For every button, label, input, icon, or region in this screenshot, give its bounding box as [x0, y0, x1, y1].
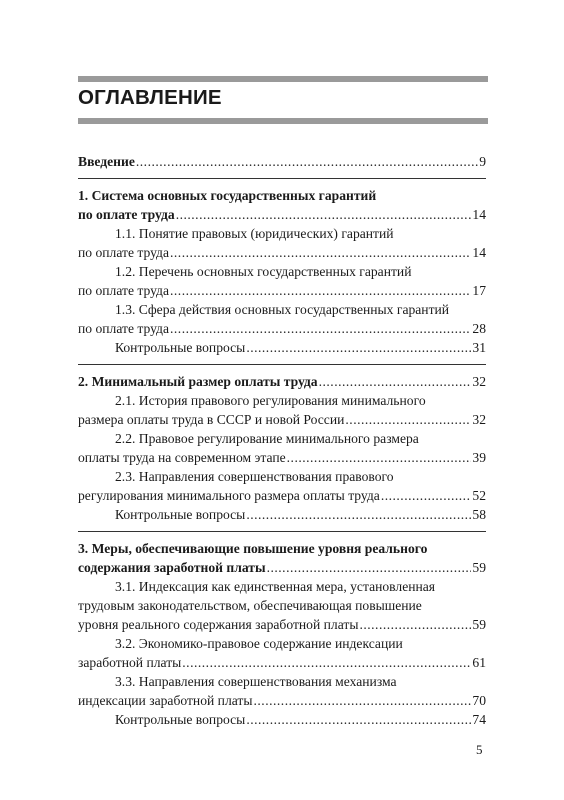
toc-entry-subsection[interactable] — [78, 505, 486, 524]
toc-entry-row — [78, 505, 486, 524]
toc-page-number: 9 — [479, 154, 486, 169]
toc-page-number: 70 — [472, 693, 486, 708]
toc-entry-row — [78, 691, 486, 710]
toc-entry-subsection[interactable] — [78, 338, 486, 357]
dot-leader — [170, 243, 471, 262]
toc-entry-title: Контрольные вопросы — [115, 507, 246, 522]
toc-entry-title: Введение — [78, 154, 135, 169]
toc-entry-title-line: 3.1. Индексация как единственная мера, установленная — [115, 579, 436, 594]
toc-entry-subsection[interactable] — [78, 224, 486, 262]
toc-page-number: 14 — [472, 207, 486, 222]
dot-leader — [246, 710, 471, 729]
toc-page-number: 14 — [472, 245, 486, 260]
toc-entry-row — [78, 615, 486, 634]
toc-entry-row — [78, 281, 486, 300]
toc-entry-row — [78, 710, 486, 729]
toc-entry-title-line: 2.1. История правового регулирования минимального — [115, 393, 426, 408]
toc-entry-section[interactable] — [78, 372, 486, 391]
toc-page-number: 39 — [472, 450, 486, 465]
toc-entry-subsection[interactable] — [78, 429, 486, 467]
toc-entry-title: уровня реального содержания заработной платы — [78, 617, 359, 632]
table-of-contents — [78, 152, 486, 729]
dot-leader — [136, 152, 478, 171]
toc-entry-subsection[interactable] — [78, 577, 486, 634]
page-title: ОГЛАВЛЕНИЕ — [78, 86, 222, 109]
toc-page-number: 32 — [472, 412, 486, 427]
toc-entry-subsection[interactable] — [78, 391, 486, 429]
toc-entry-section[interactable] — [78, 186, 486, 224]
dot-leader — [287, 448, 472, 467]
toc-entry-title: содержания заработной платы — [78, 560, 266, 575]
toc-page-number: 58 — [472, 507, 486, 522]
toc-entry-title: регулирования минимального размера оплаты труда — [78, 488, 380, 503]
toc-entry-subsection[interactable] — [78, 634, 486, 672]
toc-entry-title: оплаты труда на современном этапе — [78, 450, 286, 465]
toc-entry-row — [78, 448, 486, 467]
toc-entry-title-line: 2.2. Правовое регулирование минимального размера — [115, 431, 419, 446]
title-underline-rule — [78, 118, 488, 124]
dot-leader — [254, 691, 472, 710]
toc-page-number: 32 — [472, 374, 486, 389]
top-rule — [78, 76, 488, 82]
toc-entry-row — [78, 243, 486, 262]
toc-entry-row — [78, 653, 486, 672]
dot-leader — [176, 205, 472, 224]
toc-entry-row — [78, 372, 486, 391]
toc-entry-title: индексации заработной платы — [78, 693, 253, 708]
toc-entry-title: заработной платы — [78, 655, 182, 670]
toc-page-number: 59 — [472, 617, 486, 632]
toc-entry-row — [78, 205, 486, 224]
toc-entry-row — [78, 558, 486, 577]
dot-leader — [182, 653, 471, 672]
toc-page-number: 59 — [472, 560, 486, 575]
toc-entry-title: по оплате труда — [78, 245, 169, 260]
toc-entry-title: Контрольные вопросы — [115, 712, 246, 727]
toc-page-number: 52 — [472, 488, 486, 503]
toc-entry-title-line: 1.2. Перечень основных государственных гарантий — [115, 264, 412, 279]
toc-page-number: 17 — [472, 283, 486, 298]
toc-entry-subsection[interactable] — [78, 467, 486, 505]
section-separator — [78, 531, 486, 532]
section-separator — [78, 364, 486, 365]
toc-page-number: 28 — [472, 321, 486, 336]
toc-entry-title: Контрольные вопросы — [115, 340, 246, 355]
toc-entry-section[interactable] — [78, 539, 486, 577]
toc-entry-title: 2. Минимальный размер оплаты труда — [78, 374, 318, 389]
toc-entry-title-line: 1.1. Понятие правовых (юридических) гарантий — [115, 226, 394, 241]
toc-page-number: 31 — [472, 340, 486, 355]
toc-entry-subsection[interactable] — [78, 710, 486, 729]
toc-entry-title-line: 3. Меры, обеспечивающие повышение уровня реального — [78, 541, 428, 556]
dot-leader — [246, 338, 471, 357]
page-number: 5 — [476, 742, 483, 757]
toc-entry-subsection[interactable] — [78, 672, 486, 710]
toc-entry-title: по оплате труда — [78, 207, 175, 222]
toc-entry-subsection[interactable] — [78, 262, 486, 300]
toc-entry-row — [78, 410, 486, 429]
toc-entry-subsection[interactable] — [78, 300, 486, 338]
toc-entry-title: по оплате труда — [78, 283, 169, 298]
section-separator — [78, 178, 486, 179]
dot-leader — [345, 410, 471, 429]
dot-leader — [319, 372, 472, 391]
dot-leader — [381, 486, 472, 505]
dot-leader — [170, 319, 471, 338]
toc-entry-title: по оплате труда — [78, 321, 169, 336]
dot-leader — [359, 615, 471, 634]
toc-entry-title-line: трудовым законодательством, обеспечивающая повышение — [78, 598, 422, 613]
toc-page-number: 61 — [472, 655, 486, 670]
toc-entry-title-line: 1. Система основных государственных гарантий — [78, 188, 377, 203]
toc-entry-title: размера оплаты труда в СССР и новой России — [78, 412, 345, 427]
toc-entry-row — [78, 338, 486, 357]
dot-leader — [246, 505, 471, 524]
toc-entry-row — [78, 486, 486, 505]
toc-entry-title-line: 1.3. Сфера действия основных государственных гарантий — [115, 302, 450, 317]
toc-entry-intro[interactable] — [78, 152, 486, 171]
toc-entry-title-line: 2.3. Направления совершенствования правового — [115, 469, 394, 484]
toc-page-number: 74 — [472, 712, 486, 727]
toc-entry-title-line: 3.2. Экономико-правовое содержание индексации — [115, 636, 403, 651]
toc-entry-row — [78, 319, 486, 338]
toc-entry-title-line: 3.3. Направления совершенствования механизма — [115, 674, 397, 689]
dot-leader — [170, 281, 471, 300]
dot-leader — [267, 558, 472, 577]
